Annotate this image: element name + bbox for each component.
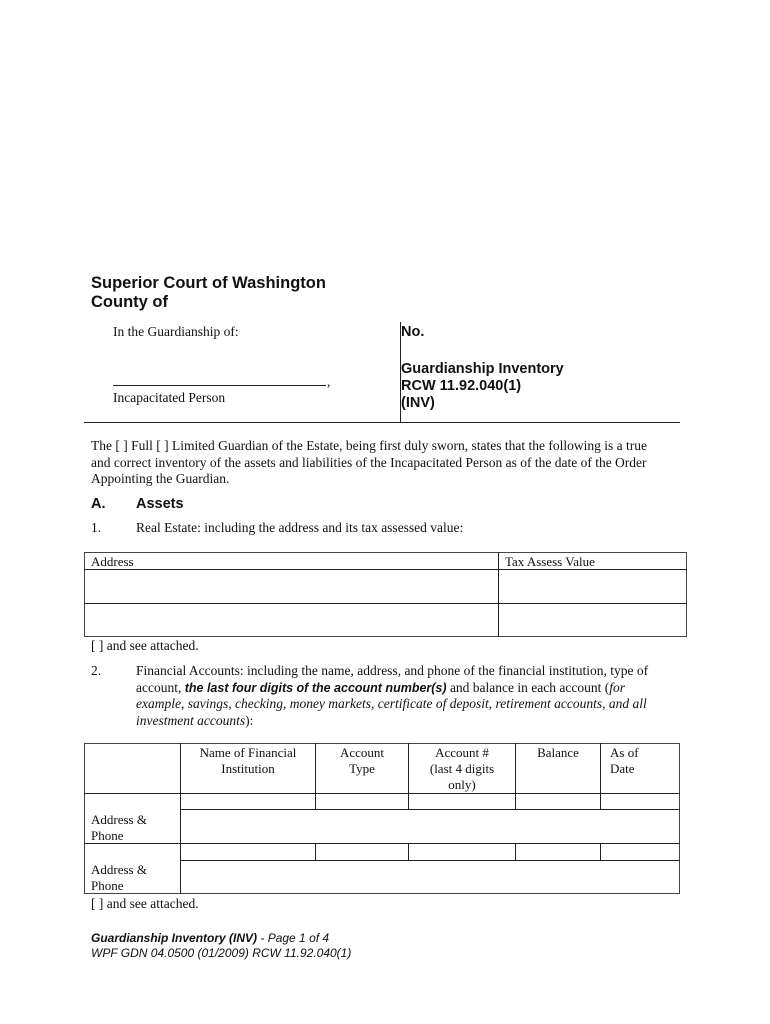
incapacitated-person-label: Incapacitated Person	[113, 390, 226, 405]
fin-address-phone-cell[interactable]	[181, 810, 679, 843]
page-footer	[91, 931, 351, 961]
fin-account-type-cell[interactable]	[316, 844, 408, 860]
fin-address-phone-label	[91, 812, 147, 844]
item-2-italic-a: for	[609, 679, 625, 695]
guardianship-of-label: In the Guardianship of:	[113, 324, 239, 339]
footer-page-number: - Page 1 of 4	[257, 931, 330, 945]
fin-as-of-cell[interactable]	[601, 794, 679, 809]
fin-col-account-number-line-3: only)	[448, 777, 476, 792]
fin-col-account-number-line-2: (last 4 digits	[429, 761, 495, 776]
fin-as-of-cell[interactable]	[601, 844, 679, 860]
form-title: Guardianship Inventory	[401, 361, 564, 377]
form-title-block	[401, 361, 564, 412]
item-2-text-c: ):	[245, 712, 254, 728]
case-number-label: No.	[401, 324, 425, 340]
section-a-letter: A.	[91, 496, 106, 512]
fin-col-as-of-line-2: Date	[610, 761, 635, 776]
fin-col-institution-line-1: Name of Financial	[199, 745, 297, 760]
real-estate-tax-cell[interactable]	[499, 604, 686, 636]
item-2-italic-c: investment accounts	[136, 712, 246, 728]
intro-line-1: The [ ] Full [ ] Limited Guardian of the Estate, being first duly sworn, states that the following is a true	[91, 438, 647, 453]
fin-col-as-of-line-1: As of	[610, 745, 639, 760]
fin-address-label-line-1: Address &	[91, 862, 147, 877]
item-2-text	[136, 663, 696, 729]
fin-balance-cell[interactable]	[516, 794, 600, 809]
item-2-emphasis: the last four digits of the account number(s)	[184, 680, 447, 695]
footer-form-code: WPF GDN 04.0500 (01/2009) RCW 11.92.040(1)	[91, 946, 352, 960]
fin-account-number-cell[interactable]	[409, 844, 515, 860]
intro-paragraph	[91, 438, 691, 488]
court-name: Superior Court of Washington	[91, 274, 326, 292]
fin-col-account-type-line-1: Account	[339, 745, 385, 760]
footer-line-1	[91, 931, 351, 946]
footer-form-title: Guardianship Inventory (INV)	[91, 931, 258, 945]
real-estate-col-tax-value: Tax Assess Value	[505, 554, 595, 569]
fin-address-phone-label	[91, 862, 147, 894]
intro-line-3: Appointing the Guardian.	[91, 471, 230, 486]
fin-address-phone-cell[interactable]	[181, 861, 679, 893]
fin-col-account-type	[316, 745, 408, 777]
item-2-text-a: account,	[136, 679, 185, 695]
section-a-title: Assets	[136, 496, 184, 512]
fin-balance-cell[interactable]	[516, 844, 600, 860]
fin-institution-cell[interactable]	[181, 794, 315, 809]
real-estate-tax-cell[interactable]	[499, 570, 686, 603]
real-estate-address-cell[interactable]	[85, 570, 497, 603]
fin-col-balance: Balance	[537, 745, 579, 760]
fin-col-account-number	[409, 745, 515, 793]
court-heading	[91, 274, 326, 312]
item-1-number: 1.	[91, 520, 102, 535]
fin-address-label-line-2: Phone	[91, 878, 124, 893]
item-2-italic-b: example, savings, checking, money markets, certificate of deposit, retirement accounts, and all	[136, 696, 647, 711]
fin-col-institution	[181, 745, 315, 777]
fin-account-number-cell[interactable]	[409, 794, 515, 809]
fin-col-as-of-date	[610, 745, 639, 777]
fin-account-type-cell[interactable]	[316, 794, 408, 809]
fin-col-institution-line-2: Institution	[221, 761, 275, 776]
item-2-line-3	[136, 696, 696, 713]
real-estate-col-address: Address	[91, 554, 134, 569]
county-label: County of	[91, 293, 168, 311]
fin-col-account-type-line-2: Type	[349, 761, 375, 776]
item-2-line-2	[136, 680, 696, 697]
fin-col-account-number-line-1: Account #	[435, 745, 489, 760]
form-rcw: RCW 11.92.040(1)	[401, 378, 522, 394]
item-2-text-b: and balance in each account (	[446, 679, 610, 695]
real-estate-address-cell[interactable]	[85, 604, 497, 636]
form-code: (INV)	[401, 395, 435, 411]
item-1-text: Real Estate: including the address and its tax assessed value:	[136, 520, 464, 535]
fin-institution-cell[interactable]	[181, 844, 315, 860]
item-2-number: 2.	[91, 663, 102, 678]
intro-line-2: and correct inventory of the assets and liabilities of the Incapacitated Person as of the date of the Order	[91, 454, 647, 470]
item-2-line-1: Financial Accounts: including the name, address, and phone of the financial institution, type of	[136, 663, 649, 678]
see-attached-real-estate[interactable]: [ ] and see attached.	[91, 638, 199, 653]
see-attached-financial[interactable]: [ ] and see attached.	[91, 896, 199, 911]
fin-address-label-line-2: Phone	[91, 828, 124, 843]
item-2-line-4	[136, 713, 696, 730]
name-line-comma: ,	[327, 374, 331, 389]
fin-address-label-line-1: Address &	[91, 812, 147, 827]
caption-rule	[84, 422, 680, 423]
incapacitated-person-name-line[interactable]	[113, 385, 326, 386]
